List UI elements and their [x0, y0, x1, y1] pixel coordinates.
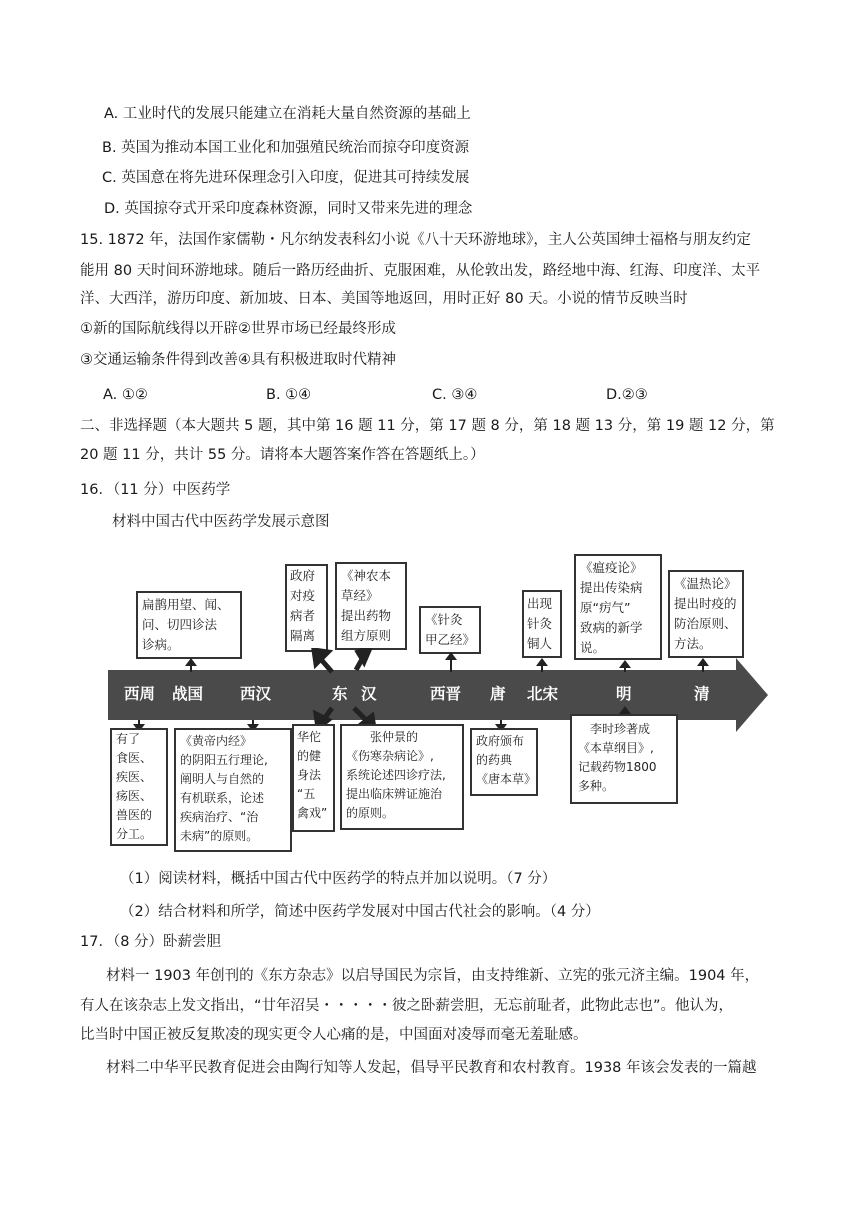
box-line: 原“疠气”	[580, 600, 631, 615]
box-line: 提出临床辨证施治	[346, 787, 443, 801]
box-line: 有了	[116, 732, 141, 746]
era-label: 明	[616, 685, 632, 703]
box-line: 李时珍著成	[590, 722, 651, 736]
section-2-instructions-line-1: 二、非选择题（本大题共 5 题，其中第 16 题 11 分，第 17 题 8 分，第 18 题 13 分，第 19 题 12 分，第	[80, 418, 775, 434]
box-line: 疡医、	[116, 789, 153, 803]
box-lishizhen-bencao-gangmu	[570, 714, 678, 804]
box-line: 提出时疫的	[674, 596, 737, 611]
box-line: 兽医的	[116, 808, 153, 822]
box-line: 分工。	[116, 827, 153, 841]
q16-material-title: 材料中国古代中医药学发展示意图	[112, 514, 330, 530]
q15-statement-2: ③交通运输条件得到改善④具有积极进取时代精神	[80, 352, 396, 368]
box-line: 禽戏”	[297, 806, 328, 820]
q16-subquestion-1: （1）阅读材料，概括中国古代中医药学的特点并加以说明。（7 分）	[120, 871, 557, 887]
box-ming-wenyilun	[574, 554, 662, 660]
box-line: 政府	[290, 568, 316, 583]
box-line: 铜人	[527, 636, 553, 651]
box-line: 方法。	[674, 636, 712, 651]
q17-material-1-line-2: 有人在该杂志上发文指出，“廿年沼吴・・・・・彼之卧薪尝胆，无忘前耻者，此物此志也”。他认为，	[80, 998, 734, 1014]
box-line: 诊病。	[142, 637, 180, 652]
box-line: 疾病治疗、“治	[180, 810, 259, 824]
box-line: 病者	[290, 608, 316, 623]
box-line: 出现	[527, 596, 553, 611]
box-line: 的药典	[476, 753, 513, 767]
box-qing-wenrelun	[668, 570, 744, 658]
era-label: 唐	[490, 685, 506, 703]
timeline-arrowhead	[736, 658, 768, 732]
box-xizhou-physicians	[110, 728, 168, 846]
box-line: 的健	[297, 749, 322, 763]
box-line: 张仲景的	[370, 730, 419, 744]
q15-stem-line-1: 15. 1872 年，法国作家儒勒・凡尔纳发表科幻小说《八十天环游地球》，主人公英国绅士福格与朋友约定	[80, 232, 751, 248]
box-line: 未病”的原则。	[180, 829, 259, 843]
q15-stem-line-2: 能用 80 天时间环游地球。随后一路历经曲折、克服困难，从伦敦出发，路经地中海、红海、印度洋、太平	[80, 263, 761, 279]
era-label: 战国	[172, 685, 204, 703]
q17-heading: 17．（8 分）卧薪尝胆	[80, 934, 222, 950]
box-shennong-bencaojing	[335, 562, 407, 650]
q14-option-b: B. 英国为推动本国工业化和加强殖民统治而掠夺印度资源	[102, 140, 470, 156]
arrow-up-icon	[697, 658, 709, 666]
box-line: 甲乙经》	[425, 632, 476, 647]
box-line: 《黄帝内经》	[180, 734, 253, 748]
box-beisong-bronze-figure	[522, 590, 562, 658]
box-line: “五	[297, 787, 316, 801]
box-line: 身法	[297, 768, 322, 782]
q15-stem-line-3: 洋、大西洋，游历印度、新加坡、日本、美国等地返回，用时正好 80 天。小说的情节反映当时	[80, 291, 688, 307]
box-line: 的阴阳五行理论,	[180, 753, 268, 767]
q15-option-d: D.②③	[606, 387, 648, 403]
box-line: 阐明人与自然的	[180, 772, 265, 786]
box-zhangzhongjing-shanghan	[340, 724, 464, 830]
era-label: 北宋	[527, 685, 559, 703]
box-line: 食医、	[116, 751, 153, 765]
box-zhenjiu-jiayijing	[419, 606, 481, 654]
box-zhanguo-bianque	[136, 591, 242, 659]
box-line: 对疫	[290, 588, 316, 603]
box-line: 多种。	[578, 779, 615, 793]
era-label: 汉	[361, 685, 377, 703]
box-line: 提出药物	[341, 608, 392, 623]
box-line: 防治原则、	[674, 616, 737, 631]
q17-material-1-line-3: 比当时中国正被反复欺凌的现实更令人心痛的是，中国面对凌辱而毫无羞耻感。	[80, 1027, 588, 1043]
q15-option-c: C. ③④	[432, 387, 478, 403]
box-line: 《唐本草》	[476, 772, 537, 786]
arrow-up-icon	[619, 660, 631, 668]
box-line: 提出传染病	[580, 580, 643, 595]
box-line: 系统论述四诊疗法,	[346, 768, 446, 782]
box-line: 记载药物1800	[578, 760, 657, 774]
box-line: 《温热论》	[674, 576, 737, 591]
connector-line	[450, 658, 452, 672]
q14-option-c: C. 英国意在将先进环保理念引入印度，促进其可持续发展	[102, 170, 470, 186]
q14-option-a: A. 工业时代的发展只能建立在消耗大量自然资源的基础上	[104, 106, 471, 122]
box-line: 《瘟疫论》	[580, 560, 643, 575]
tcm-timeline-diagram	[108, 548, 768, 858]
box-line: 《本草纲目》,	[578, 741, 654, 755]
q17-material-2-line-1: 材料二中华平民教育促进会由陶行知等人发起，倡导平民教育和农村教育。1938 年该会发表的一篇越	[106, 1060, 757, 1076]
era-label: 西周	[124, 685, 156, 703]
box-donghan-quarantine	[285, 564, 328, 652]
box-line: 有机联系，论述	[180, 791, 265, 805]
box-line: 《伤寒杂病论》,	[346, 749, 434, 763]
box-xihan-huangdi-neijing	[174, 728, 292, 852]
q15-option-a: A. ①②	[103, 387, 148, 403]
box-line: 的原则。	[346, 806, 395, 820]
arrow-up-icon	[536, 658, 548, 666]
box-line: 《针灸	[425, 612, 463, 627]
era-label: 西汉	[240, 685, 272, 703]
box-line: 扁鹊用望、闻、	[142, 597, 230, 612]
era-label: 西晋	[430, 685, 462, 703]
arrow-up-icon	[185, 658, 197, 666]
era-label: 清	[694, 685, 710, 703]
box-line: 疾医、	[116, 770, 153, 784]
box-line: 致病的新学	[580, 620, 643, 635]
q17-material-1-line-1: 材料一 1903 年创刊的《东方杂志》以启导国民为宗旨，由支持维新、立宪的张元济主编。1904 年，	[106, 968, 760, 984]
box-line: 《神农本	[341, 568, 392, 583]
arrow-up-icon	[619, 706, 631, 714]
era-label: 东	[332, 685, 348, 703]
q15-option-b: B. ①④	[266, 387, 312, 403]
box-line: 组方原则	[341, 628, 392, 643]
arrow-up-icon	[445, 652, 457, 660]
box-line: 问、切四诊法	[142, 617, 218, 632]
q16-subquestion-2: （2）结合材料和所学，简述中医药学发展对中国古代社会的影响。（4 分）	[120, 904, 600, 920]
box-line: 说。	[580, 640, 606, 655]
box-huatuo-wuqinxi	[292, 724, 335, 832]
section-2-instructions-line-2: 20 题 11 分，共计 55 分。请将本大题答案作答在答题纸上。）	[80, 447, 485, 463]
box-line: 华佗	[297, 730, 322, 744]
box-line: 针灸	[527, 616, 553, 631]
donghan-diagonal-arrows	[308, 648, 388, 728]
box-line: 政府颁布	[476, 734, 525, 748]
q15-statement-1: ①新的国际航线得以开辟②世界市场已经最终形成	[80, 321, 396, 337]
box-tang-bencao	[470, 728, 538, 796]
box-line: 隔离	[290, 628, 316, 643]
box-line: 草经》	[341, 588, 379, 603]
q16-heading: 16．（11 分）中医药学	[80, 482, 231, 498]
q14-option-d: D. 英国掠夺式开采印度森林资源，同时又带来先进的理念	[104, 201, 473, 217]
